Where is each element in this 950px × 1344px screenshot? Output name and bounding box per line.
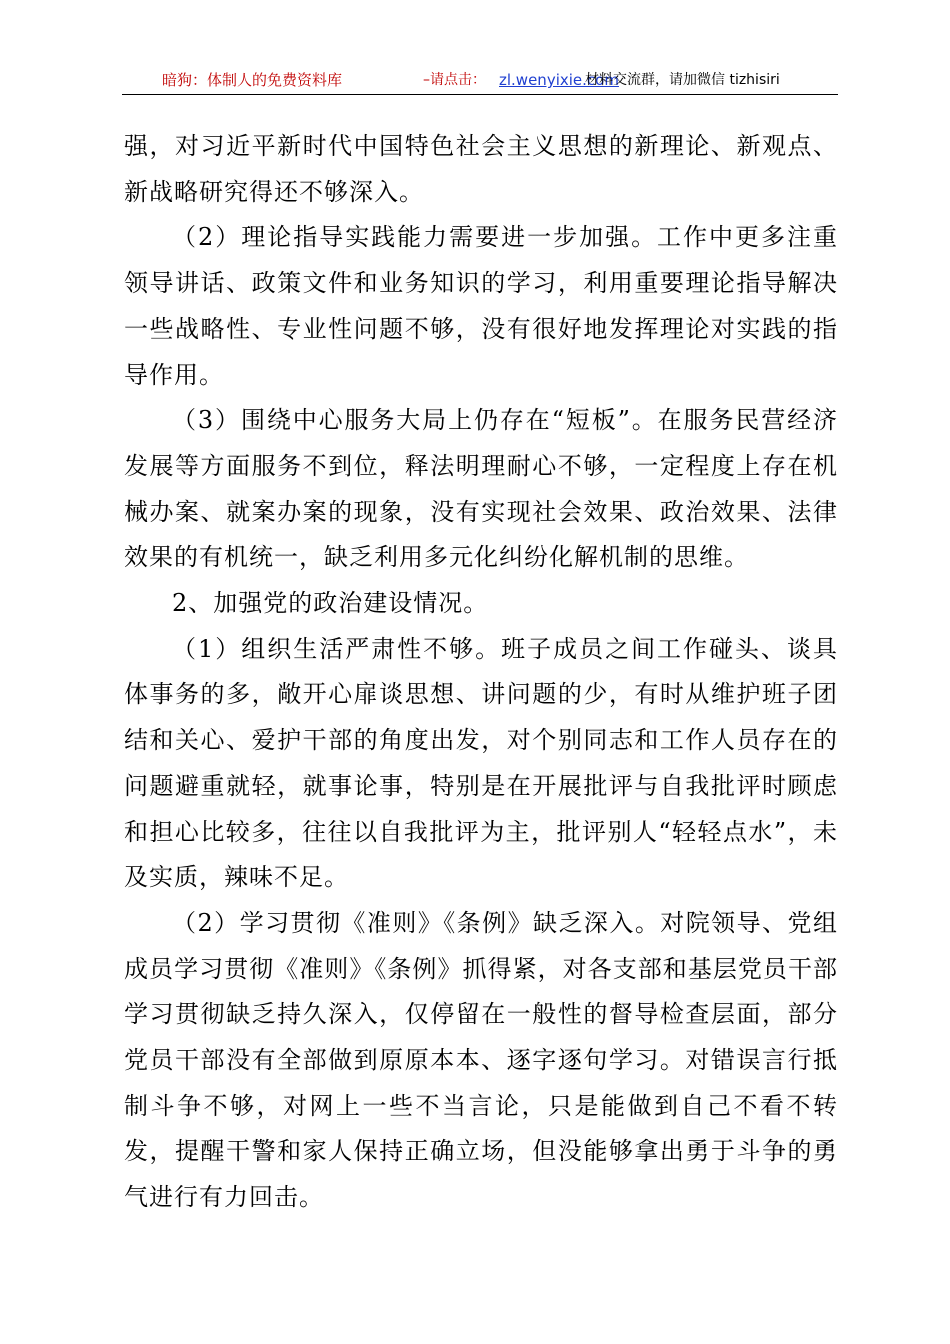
paragraph: 2、加强党的政治建设情况。	[172, 589, 489, 618]
paragraph: （2）学习贯彻《准则》《条例》缺乏深入。对院领导、党组成员学习贯彻《准则》《条例》抓得紧，对各支部和基层党员干部学习贯彻缺乏持久深入，仅停留在一般性的督导检查层面，部分党员干部没有全部做到原原本本、逐字逐句学习。对错误言行抵制斗争不够，对网上一些不当言论，只是能做到自己不看不转发，提醒干警和家人保持正确立场，但没能够拿出勇于斗争的勇气进行有力回击。	[124, 908, 838, 1212]
header-link[interactable]: zl.wenyixie.com	[499, 71, 619, 89]
header-prompt: –请点击：	[423, 72, 486, 88]
header-brand: 暗狗：体制人的免费资料库	[162, 71, 343, 89]
paragraph: （3）围绕中心服务大局上仍存在“短板”。在服务民营经济发展等方面服务不到位，释法明理耐心不够，一定程度上存在机械办案、就案办案的现象，没有实现社会效果、政治效果、法律效果的有机统一，缺乏利用多元化纠纷化解机制的思维。	[124, 406, 838, 572]
page-header	[122, 70, 838, 95]
paragraph: 强，对习近平新时代中国特色社会主义思想的新理论、新观点、新战略研究得还不够深入。	[124, 132, 838, 206]
document-body	[124, 124, 838, 1221]
paragraph: （1）组织生活严肃性不够。班子成员之间工作碰头、谈具体事务的多，敞开心扉谈思想、讲问题的少，有时从维护班子团结和关心、爱护干部的角度出发，对个别同志和工作人员存在的问题避重就轻，就事论事，特别是在开展批评与自我批评时顾虑和担心比较多，往往以自我批评为主，批评别人“轻轻点水”，未及实质，辣味不足。	[124, 634, 838, 892]
paragraph: （2）理论指导实践能力需要进一步加强。工作中更多注重领导讲话、政策文件和业务知识的学习，利用重要理论指导解决一些战略性、专业性问题不够，没有很好地发挥理论对实践的指导作用。	[124, 223, 838, 389]
header-contact: 材料交流群，请加微信 tizhisiri	[585, 72, 780, 88]
